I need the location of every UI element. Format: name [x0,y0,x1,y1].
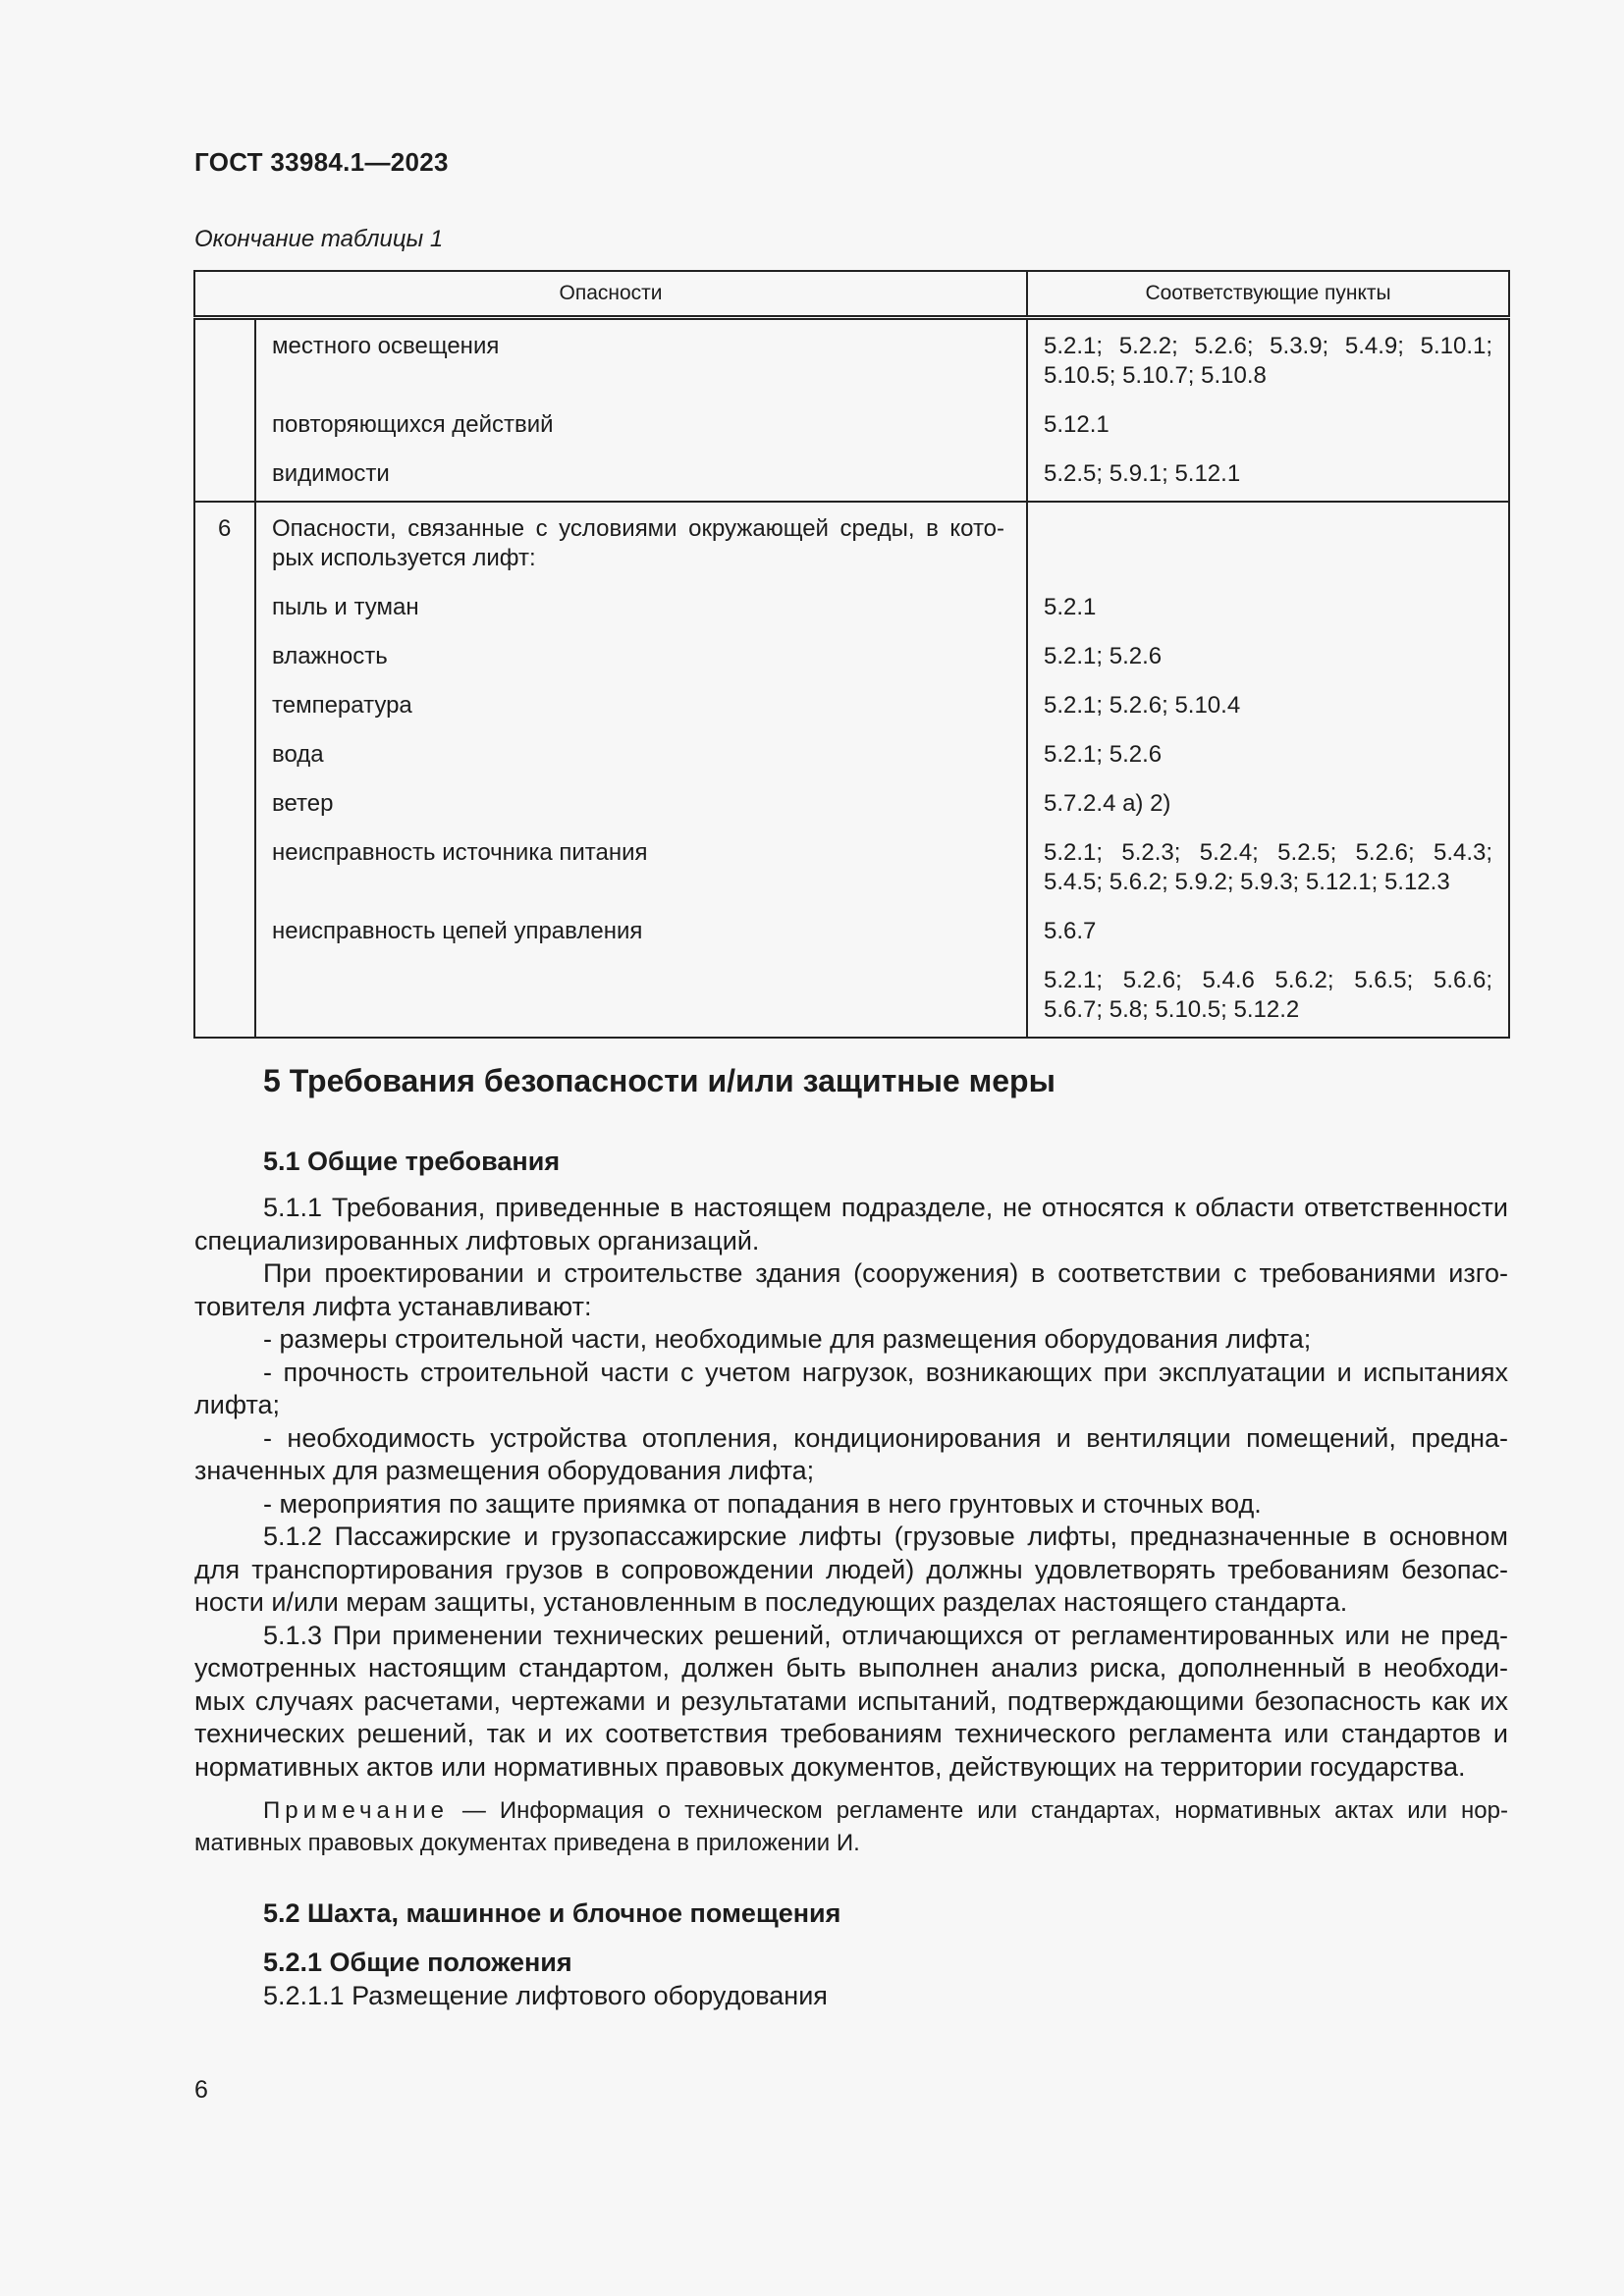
text-line: ности и/или мерам защиты, установленным в последующих разделах настоящего стандарта. [194,1587,1348,1617]
row-hazard: пыль и туман [255,585,1027,634]
header-refs: Соответствующие пункты [1027,271,1509,318]
text-line: 5.1.2 Пассажирские и грузопассажирские лифты (грузовые лифты, предназначенные в основном [263,1522,1508,1551]
hazards-table [193,270,1510,1039]
row-refs [1027,634,1509,683]
row-num [194,318,255,403]
paragraph [194,1620,1508,1785]
row-hazard [255,958,1027,1038]
table-row [194,830,1509,909]
header-hazards: Опасности [194,271,1027,318]
row-hazard: неисправность источника питания [255,830,1027,909]
row-num [194,909,255,958]
text-line: усмотренных настоящим стандартом, должен быть выполнен анализ риска, дополненный в необходи- [194,1653,1508,1682]
row-hazard: температура [255,683,1027,732]
text-line: специализированных лифтовых организаций. [194,1225,760,1255]
table-header-row [194,271,1509,318]
row-num: 6 [194,502,255,585]
document-code: ГОСТ 33984.1—2023 [194,147,449,177]
table-row [194,318,1509,403]
row-refs [1027,909,1509,958]
row-refs [1027,452,1509,502]
ref-line: 5.2.1; 5.2.6; 5.4.6 5.6.2; 5.6.5; 5.6.6; [1044,967,1493,993]
ref-line: 5.2.1; 5.2.3; 5.2.4; 5.2.5; 5.2.6; 5.4.3; [1044,839,1493,866]
row-hazard: неисправность цепей управления [255,909,1027,958]
table-row [194,683,1509,732]
ref-line: 5.2.1; 5.2.6; 5.10.4 [1044,692,1241,719]
row-refs [1027,502,1509,585]
table-row [194,402,1509,452]
row-refs [1027,402,1509,452]
table-row [194,634,1509,683]
note-text: — Информация о техническом регламенте или стандартах, нормативных актах или нор- [461,1797,1508,1824]
row-refs [1027,683,1509,732]
text-line: - необходимость устройства отопления, кондиционирования и вентиляции помещений, предна- [263,1422,1508,1453]
table-caption: Окончание таблицы 1 [194,226,444,252]
table-row [194,732,1509,781]
subsection-title: 5.1 Общие требования [263,1147,561,1176]
subsection-title: 5.2.1 Общие положения [263,1948,572,1977]
ref-line: 5.6.7; 5.8; 5.10.5; 5.12.2 [1044,996,1300,1023]
subsection-title: 5.2 Шахта, машинное и блочное помещения [263,1898,841,1928]
ref-line: 5.2.1; 5.2.6 [1044,741,1163,768]
row-refs [1027,732,1509,781]
paragraph [194,1521,1508,1620]
ref-line: 5.12.1 [1044,411,1110,438]
list-item: - размеры строительной части, необходимые для размещения оборудования лифта; [263,1324,1312,1354]
ref-line: 5.2.1; 5.2.6 [1044,643,1163,669]
list-item [194,1357,1508,1422]
table-row [194,585,1509,634]
row-num [194,402,255,452]
row-num [194,634,255,683]
hazard-line: Опасности, связанные с условиями окружающей среды, в кото- [272,515,1005,542]
hazard-line: рых используется лифт: [272,545,536,571]
text-line: для транспортирования грузов в сопровождении людей) должны удовлетворять требованиям безопас- [194,1554,1508,1584]
text-line: 5.1.1 Требования, приведенные в настоящем подразделе, не относятся к области ответственности [263,1193,1508,1222]
table-row [194,452,1509,502]
row-num [194,781,255,830]
ref-line: 5.4.5; 5.6.2; 5.9.2; 5.9.3; 5.12.1; 5.12.3 [1044,869,1450,895]
row-num [194,452,255,502]
row-hazard: местного освещения [255,318,1027,403]
row-hazard: вода [255,732,1027,781]
text-line: товителя лифта устанавливают: [194,1291,592,1321]
row-num [194,958,255,1038]
paragraph-heading: 5.2.1.1 Размещение лифтового оборудования [263,1981,828,2010]
paragraph [194,1192,1508,1257]
table-row [194,502,1509,585]
note-line [194,1794,1508,1827]
text-line: лифта; [194,1390,281,1419]
row-num [194,585,255,634]
row-refs [1027,958,1509,1038]
page-number: 6 [194,2076,208,2104]
section-body [194,1192,1508,1784]
text-line: технических решений, так и их соответствия требованиям технического регламента или стандартов и [194,1719,1508,1748]
row-num [194,732,255,781]
text-line: мых случаях расчетами, чертежами и результатами испытаний, подтверждающими безопасность как их [194,1685,1508,1716]
ref-line: 5.6.7 [1044,918,1097,944]
row-refs [1027,585,1509,634]
ref-line: 5.2.1 [1044,594,1097,620]
text-line: значенных для размещения оборудования лифта; [194,1456,815,1485]
table-row [194,958,1509,1038]
table-row [194,909,1509,958]
row-hazard [255,502,1027,585]
note-line: мативных правовых документах приведена в приложении И. [194,1830,860,1856]
row-hazard: видимости [255,452,1027,502]
section-title: 5 Требования безопасности и/или защитные меры [263,1063,1056,1098]
text-line: - прочность строительной части с учетом нагрузок, возникающих при эксплуатации и испытаниях [263,1357,1508,1387]
ref-line: 5.10.5; 5.10.7; 5.10.8 [1044,362,1267,389]
note-label: Примечание [263,1797,449,1824]
row-hazard: повторяющихся действий [255,402,1027,452]
text-line: нормативных актов или нормативных правовых документов, действующих на территории государства. [194,1751,1466,1782]
row-num [194,683,255,732]
row-refs [1027,318,1509,403]
row-num [194,830,255,909]
text-line: 5.1.3 При применении технических решений, отличающихся от регламентированных или не пред- [263,1620,1508,1650]
note [194,1794,1508,1859]
row-hazard: ветер [255,781,1027,830]
table-row [194,781,1509,830]
row-refs [1027,781,1509,830]
list-item: - мероприятия по защите приямка от попадания в него грунтовых и сточных вод. [263,1488,1262,1519]
row-hazard: влажность [255,634,1027,683]
paragraph [194,1257,1508,1323]
ref-line: 5.2.5; 5.9.1; 5.12.1 [1044,460,1241,487]
text-line: При проектировании и строительстве здания (сооружения) в соответствии с требованиями изго- [263,1258,1508,1288]
ref-line: 5.7.2.4 а) 2) [1044,790,1171,817]
row-refs [1027,830,1509,909]
ref-line: 5.2.1; 5.2.2; 5.2.6; 5.3.9; 5.4.9; 5.10.1; [1044,333,1493,359]
list-item [194,1422,1508,1488]
